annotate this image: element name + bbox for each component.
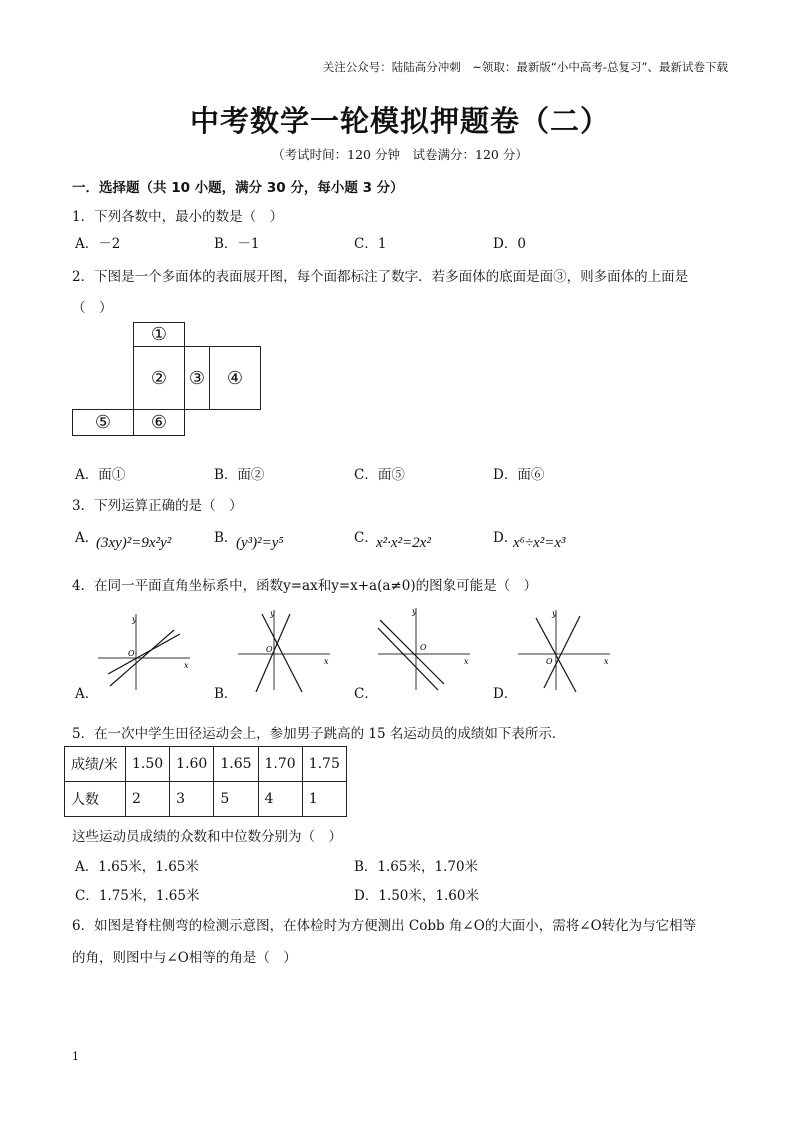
q3-expr-c: x²·x²=2x² [376, 535, 431, 551]
question-3-stem: 3．下列运算正确的是（ ） [72, 498, 243, 514]
q4-graph-b [232, 600, 336, 696]
q3-expr-b: (y³)²=y⁵ [236, 535, 284, 551]
net-face-3: ③ [184, 346, 210, 410]
table-cell: 1.60 [170, 747, 214, 782]
q2-option-b: B．面② [214, 467, 265, 483]
page-title: 中考数学一轮模拟押题卷（二） [189, 104, 610, 138]
question-5-followup: 这些运动员成绩的众数和中位数分别为（ ） [72, 829, 342, 845]
line-y-x-plus-a [380, 620, 444, 684]
table-row [65, 782, 347, 817]
origin-label: O [128, 649, 135, 658]
table-cell: 1.65 [214, 747, 258, 782]
origin-label: O [266, 645, 273, 654]
q2-option-c: C．面⑤ [354, 467, 405, 483]
table-cell: 4 [258, 782, 302, 817]
q1-option-c: C．1 [354, 236, 387, 252]
y-axis-label: y [270, 609, 275, 618]
q2-option-a: A．面① [75, 467, 126, 483]
line-y-x-plus-a [256, 614, 290, 692]
q4-label-a: A． [75, 686, 99, 702]
x-axis-label: x [324, 657, 329, 666]
question-2-stem-line1: 2．下图是一个多面体的表面展开图，每个面都标注了数字．若多面体的底面是面③，则多面体的上面是 [72, 269, 689, 285]
q4-graph-a [92, 600, 196, 696]
net-face-4: ④ [209, 346, 261, 410]
q1-option-d: D．0 [493, 236, 526, 252]
question-1-stem: 1．下列各数中，最小的数是（ ） [72, 209, 284, 225]
section-heading: 一．选择题（共 10 小题，满分 30 分，每小题 3 分） [72, 180, 404, 196]
question-6-line2: 的角，则图中与∠O相等的角是（ ） [72, 950, 297, 966]
q5-option-b: B．1.65米，1.70米 [354, 859, 479, 875]
q4-label-b: B． [214, 686, 238, 702]
table-cell: 成绩/米 [65, 747, 126, 782]
q3-expr-a: (3xy)²=9x²y² [96, 535, 172, 551]
question-6-line1: 6．如图是脊柱侧弯的检测示意图，在体检时为方便测出 Cobb 角∠O的大面小，需将∠O转化为与它相等 [72, 918, 697, 934]
line-y-ax [378, 628, 438, 690]
page-number: 1 [72, 1050, 79, 1063]
origin-label: O [546, 657, 553, 666]
x-axis-label: x [464, 657, 469, 666]
x-axis-label: x [604, 657, 609, 666]
table-cell: 3 [170, 782, 214, 817]
net-face-1: ① [133, 322, 185, 347]
question-2-stem-line2: （ ） [72, 300, 113, 316]
q3-label-d: D． [493, 530, 518, 546]
q4-graph-c [372, 600, 476, 696]
net-face-5: ⑤ [72, 409, 134, 436]
q1-option-a: A．－2 [75, 236, 121, 252]
y-axis-label: y [412, 607, 417, 616]
question-4-stem: 4．在同一平面直角坐标系中，函数y=ax和y=x+a(a≠0)的图象可能是（ ） [72, 578, 538, 594]
table-cell: 1.75 [302, 747, 346, 782]
line-y-x-plus-a [108, 634, 180, 674]
origin-label: O [420, 643, 427, 652]
scores-table [64, 746, 347, 817]
x-axis-label: x [184, 661, 189, 670]
q2-option-d: D．面⑥ [493, 467, 545, 483]
table-cell: 1.50 [126, 747, 170, 782]
line-y-x-plus-a [544, 616, 580, 688]
table-row [65, 747, 347, 782]
q5-option-a: A．1.65米，1.65米 [75, 859, 199, 875]
table-cell: 人数 [65, 782, 126, 817]
exam-info: （考试时间：120 分钟 试卷满分：120 分） [272, 147, 528, 162]
q5-option-c: C．1.75米，1.65米 [75, 888, 200, 904]
table-cell: 5 [214, 782, 258, 817]
net-face-6: ⑥ [133, 409, 185, 436]
q3-label-b: B． [214, 530, 238, 546]
q3-label-c: C． [354, 530, 378, 546]
q3-expr-d: x⁶÷x²=x³ [513, 535, 566, 551]
table-cell: 1.70 [258, 747, 302, 782]
table-cell: 1 [302, 782, 346, 817]
net-face-2: ② [133, 346, 185, 410]
q4-graph-d [512, 600, 616, 696]
header-note: 关注公众号：陆陆高分冲刺 ~领取：最新版“小中高考-总复习”、最新试卷下载 [322, 60, 728, 74]
q5-option-d: D．1.50米，1.60米 [354, 888, 479, 904]
y-axis-label: y [552, 609, 557, 618]
table-cell: 2 [126, 782, 170, 817]
y-axis-label: y [132, 615, 137, 624]
q1-option-b: B．－1 [214, 236, 260, 252]
q3-label-a: A． [75, 530, 99, 546]
q4-label-d: D． [493, 686, 518, 702]
question-5-stem: 5．在一次中学生田径运动会上，参加男子跳高的 15 名运动员的成绩如下表所示． [72, 726, 566, 742]
q4-label-c: C． [354, 686, 378, 702]
